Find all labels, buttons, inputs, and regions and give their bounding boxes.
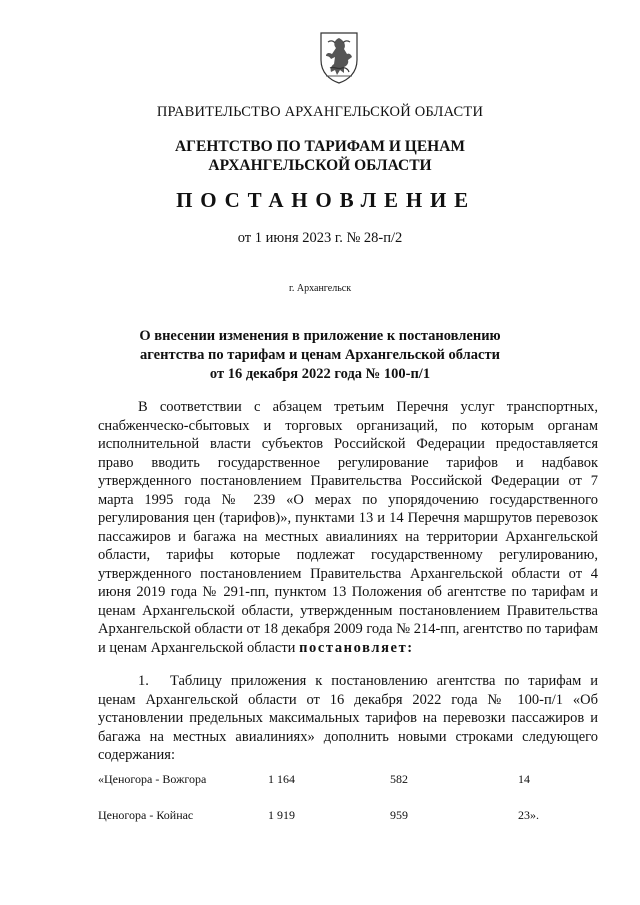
document-type: ПОСТАНОВЛЕНИЕ [176,188,476,212]
subject-line1: О внесении изменения в приложение к постановлению [139,328,501,344]
route-value-3: 23». [518,808,539,822]
agency-name-line2: АРХАНГЕЛЬСКОЙ ОБЛАСТИ [208,157,432,174]
agency-name-line1: АГЕНТСТВО ПО ТАРИФАМ И ЦЕНАМ [174,138,466,155]
table-row [98,808,598,844]
item-1-number: 1. [138,673,149,689]
document-date-number: от 1 июня 2023 г. № 28-п/2 [237,230,403,246]
route-name: Ценогора - Койнас [98,808,194,822]
agency-name [0,137,640,175]
route-value-1: 1 919 [268,808,295,822]
document-subject [0,327,640,384]
route-value-3: 14 [518,772,530,786]
item-1-paragraph [98,672,598,765]
route-name: «Ценогора - Вожгора [98,772,207,786]
coat-of-arms-icon [318,30,360,84]
routes-table [98,772,598,844]
subject-line2: агентства по тарифам и ценам Архангельской области [140,347,500,363]
resolves-word: постановляет: [299,639,414,656]
route-value-2: 959 [390,808,408,822]
route-value-1: 1 164 [268,772,295,786]
preamble-paragraph [98,398,598,657]
preamble-text: В соответствии с абзацем третьим Перечня услуг транспортных, снабженческо-сбытовых и торговых организаций, по которым органам исполнительной власти субъектов Российской Федерации предоставляется право вводить государственное регулирование тарифов и надбавок утвержденного постановлением Правительства Российской Федерации от 7 марта 1995 года № 239 «О мерах по упорядочению государственного регулирования цен (тарифов)», пунктами 13 и 14 Перечня маршрутов перевозок пассажиров и багажа на местных авиалиниях на территории Архангельской области, тарифы которые подлежат государственному регулированию, утвержденного постановлением Правительства Архангельской области от 4 июня 2019 года № 291-пп, пунктом 13 Положения об агентстве по тарифам и ценам Архангельской области, утвержденным постановлением Правительства Архангельской области от 18 декабря 2009 года № 214-пп, агентство по тарифам и ценам Архангельской области [98,399,598,656]
document-city: г. Архангельск [288,283,352,294]
subject-line3: от 16 декабря 2022 года № 100-п/1 [209,366,431,382]
table-row [98,772,598,808]
route-value-2: 582 [390,772,408,786]
government-name: ПРАВИТЕЛЬСТВО АРХАНГЕЛЬСКОЙ ОБЛАСТИ [156,104,484,120]
item-1-text: Таблицу приложения к постановлению агентства по тарифам и ценам Архангельской области от 16 декабря 2022 года № 100-п/1 «Об установлении предельных максимальных тарифов на перевозки пассажиров и багажа на местных авиалиниях» дополнить новыми строками следующего содержания: [98,673,598,763]
